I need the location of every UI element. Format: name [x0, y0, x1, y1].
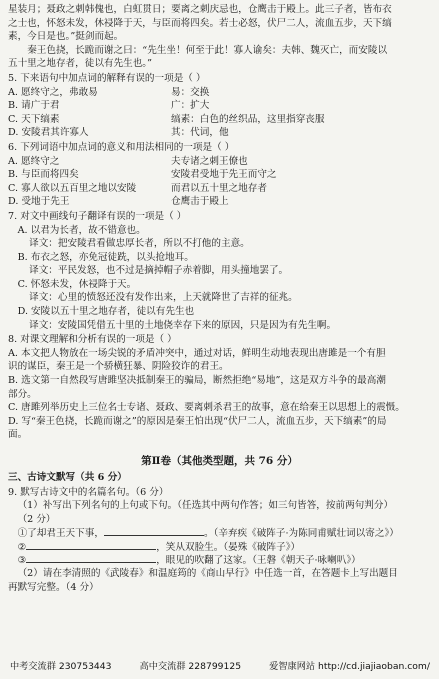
question-stem: 9. 默写古诗文中的名篇名句。（6 分） — [8, 486, 169, 498]
option-text: C. 怀怒未发，休祲降于天。 — [17, 278, 137, 290]
question-6 — [8, 141, 431, 209]
option-gloss: 其：代词，他 — [171, 127, 229, 139]
answer-blank[interactable] — [104, 526, 204, 536]
fill-blank-2 — [8, 540, 431, 554]
option-text: B. 布衣之怒，亦免冠徒跣，以头抢地耳。 — [17, 251, 194, 263]
fill-blank-3 — [8, 553, 431, 567]
exam-page — [8, 3, 431, 594]
score-note: （2 分） — [17, 513, 56, 525]
answer-blank[interactable] — [26, 553, 156, 563]
question-8 — [8, 333, 431, 442]
fill-prefix: ② — [17, 541, 27, 553]
fill-suffix: ，笑从双脸生。（晏殊《破阵子》） — [156, 541, 301, 553]
translation: 译文：安陵国凭借五十里的土地侥幸存下来的原因，只是因为有先生啊。 — [29, 319, 337, 331]
option-compare: 夫专诸之刺王僚也 — [171, 155, 248, 167]
option-text: B. 选文第一自然段写唐雎坚决抵制秦王的骗局，断然拒绝“易地”，这是双方斗争的最高潮 — [8, 375, 386, 387]
option-gloss: 易：交换 — [171, 86, 210, 98]
option-compare: 安陵君受地于先王而守之 — [171, 169, 277, 181]
option-text: B. 与臣而将四矣 — [8, 169, 79, 181]
passage-line: 星装月；聂政之刺韩傀也，白虹贯日；要离之刺庆忌也，仓鹰击于殿上。此三子者，皆布衣 — [8, 4, 392, 15]
option-text: D. 受地于先王 — [8, 196, 70, 208]
option-text: C. 天下缟素 — [8, 113, 60, 125]
section-title: 第Ⅱ卷（其他类型题，共 76 分） — [141, 455, 298, 467]
option-text: A. 本文把人物放在一场尖锐的矛盾冲突中，通过对话，鲜明生动地表现出唐雎是一个有胆 — [8, 347, 386, 359]
option-row — [8, 155, 431, 169]
option-text: B. 请广于君 — [8, 100, 60, 112]
passage — [8, 3, 431, 71]
option-text: D. 安陵君其许寡人 — [8, 127, 89, 139]
option-text: C. 唐雎列举历史上三位名士专诸、聂政、要离刺杀君王的故事，意在给秦王以思想上的震慑。 — [8, 402, 405, 414]
passage-line: 素，今日是也。”挺剑而起。 — [8, 31, 124, 43]
sub-question: （2）请在李清照的《武陵春》和温庭筠的《商山早行》中任选一首，在答题卡上写出题目 — [17, 568, 398, 580]
option-text: A. 以君为长者，故不错意也。 — [17, 224, 146, 236]
option-text: C. 寡人欲以五百里之地以安陵 — [8, 182, 137, 194]
question-stem: 5. 下来语句中加点词的解释有误的一项是（ ） — [8, 72, 206, 84]
question-stem: 7. 对文中画线句子翻译有误的一项是（ ） — [8, 210, 187, 222]
fill-suffix: 。（辛弃疾《破阵子·为陈同甫赋壮词以寄之》） — [203, 528, 399, 540]
option-text: 识的谋臣，秦王是一个骄横狂暴、阴险狡诈的君王。 — [8, 361, 229, 373]
question-stem: 8. 对课文理解和分析有误的一项是（ ） — [8, 334, 177, 346]
question-5 — [8, 72, 431, 140]
option-text: 部分。 — [8, 388, 37, 400]
passage-line: 之士也，怀怒未发，休祲降于天，与臣而将四矣。若士必怒，伏尸二人，流血五步，天下缟 — [8, 17, 392, 29]
option-compare: 仓鹰击于殿上 — [171, 196, 229, 208]
option-text: D. 安陵以五十里之地存者，徒以有先生也 — [17, 306, 195, 318]
option-text: 面。 — [8, 429, 28, 441]
option-row — [8, 86, 431, 100]
option-gloss: 广：扩大 — [171, 100, 210, 112]
option-compare: 而君以五十里之地存者 — [171, 182, 267, 194]
option-row — [8, 182, 431, 196]
option-text: A. 愿终守之，弗敢易 — [8, 86, 98, 98]
fill-prefix: ③ — [17, 555, 27, 567]
passage-line: 五十里之地存者，徒以有先生也。” — [8, 58, 153, 70]
footer-group-2: 高中交流群 228799125 — [139, 660, 242, 672]
part-title: 三、古诗文默写（共 6 分） — [8, 471, 127, 483]
option-text: D. 写“秦王色挠，长跪而谢之”的原因是秦王怕出现“伏尸二人，流血五步，天下缟素”的局 — [8, 415, 387, 427]
fill-blank-1 — [8, 526, 431, 540]
footer — [10, 660, 430, 673]
option-row — [8, 113, 431, 127]
translation: 译文：平民发怒，也不过是摘掉帽子赤着脚，用头撞地罢了。 — [29, 265, 289, 277]
option-text: A. 愿终守之 — [8, 155, 60, 167]
translation: 译文：把安陵君看做忠厚长者，所以不打他的主意。 — [29, 238, 250, 250]
option-row — [8, 99, 431, 113]
option-row — [8, 126, 431, 140]
answer-blank[interactable] — [26, 540, 156, 550]
option-gloss: 缟素：白色的丝织品，这里指穿丧服 — [171, 113, 325, 125]
footer-group-1: 中考交流群 230753443 — [10, 660, 112, 672]
sub-question: （1）补写出下列名句的上句或下句。（任选其中两句作答；如三句皆答，按前两句判分） — [17, 500, 394, 512]
option-row — [8, 168, 431, 182]
question-9 — [8, 486, 431, 595]
question-stem: 6. 下列词语中加点词的意义和用法相同的一项是（ ） — [8, 141, 235, 153]
fill-suffix: ，眼见的吹翻了这家。（王磐《朝天子·咏喇叭》） — [156, 555, 361, 567]
footer-website[interactable]: 爱智康网站 http://cd.jiajiaoban.com/ — [269, 660, 430, 672]
question-7 — [8, 210, 431, 332]
option-row — [8, 195, 431, 209]
sub-question-cont: 再默写完整。（4 分） — [8, 581, 99, 593]
passage-line: 秦王色挠，长跪而谢之曰：“先生坐！何至于此！寡人谕矣：夫韩、魏灭亡，而安陵以 — [27, 44, 388, 56]
fill-prefix: ①了却君王天下事， — [17, 528, 104, 540]
translation: 译文：心里的愤怒还没有发作出来，上天就降世了吉祥的征兆。 — [29, 292, 298, 304]
